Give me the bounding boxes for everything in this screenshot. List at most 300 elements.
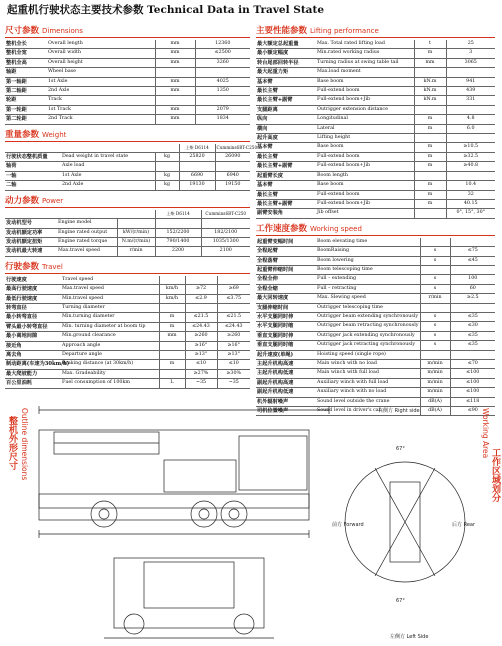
lifting-value: 40.15 — [446, 199, 495, 208]
working-unit: m/min — [420, 360, 450, 369]
working-param-en: Boom telescoping time — [316, 265, 420, 274]
travel-unit: m — [159, 313, 185, 322]
drawings-area — [0, 398, 500, 646]
weight-param-cn: 行驶状态整机质量 — [5, 153, 61, 162]
working-param-cn: 全程起臂 — [256, 247, 316, 256]
lifting-value: ≥32.5 — [446, 152, 495, 161]
lifting-row — [256, 124, 495, 133]
lifting-param-en: Full-extend boom — [316, 152, 414, 161]
working-param-cn: 机外辐射噪声 — [256, 397, 316, 406]
lifting-value: 439 — [446, 87, 495, 96]
lifting-row — [256, 171, 495, 180]
page-title: 起重机行驶状态主要技术参数 Technical Data in Travel State — [7, 4, 325, 16]
lifting-row — [256, 181, 495, 190]
working-row — [256, 360, 495, 369]
weight-param-cn: 二轴 — [5, 181, 61, 190]
power-engine-header-row — [5, 210, 250, 219]
travel-row — [5, 350, 250, 359]
travel-value-a — [185, 276, 217, 285]
working-param-en: Boom lowering — [316, 256, 420, 265]
power-engine-b-header: Cummins6BT-C250 — [201, 210, 250, 219]
lifting-param-cn: 基本臂 — [256, 143, 316, 152]
lifting-unit: mm — [414, 58, 446, 67]
lifting-param-en: Full-extend boom+Jib — [316, 199, 414, 208]
working-unit: s — [420, 275, 450, 284]
travel-unit — [159, 303, 185, 312]
travel-param-cn: 臂头最小转弯直径 — [5, 322, 61, 331]
travel-row — [5, 313, 250, 322]
working-value: ≤90 — [450, 407, 495, 416]
forward-label: 前方 Forward — [332, 522, 364, 528]
dimensions-row — [5, 49, 250, 58]
travel-unit — [159, 276, 185, 285]
travel-value-b: ≥13° — [217, 350, 250, 359]
lifting-title-en: Lifting performance — [309, 27, 379, 35]
crane-front-view — [114, 558, 264, 628]
travel-value-a: ≥27% — [185, 369, 217, 378]
dimensions-param-cn: 轴距 — [5, 68, 47, 77]
power-value-b — [201, 219, 250, 228]
travel-param-en: Min.travel speed — [61, 294, 159, 303]
travel-title-en: Travel — [41, 262, 63, 271]
lifting-param-cn: 纵向 — [256, 115, 316, 124]
lifting-param-en: Lifting height — [316, 134, 414, 143]
working-param-cn: 起重臂变幅时间 — [256, 238, 316, 247]
power-unit — [117, 219, 155, 228]
travel-value-a: ≥16° — [185, 341, 217, 350]
working-unit: s — [420, 341, 450, 350]
lifting-row — [256, 87, 495, 96]
working-param-cn: 司机位置噪声 — [256, 407, 316, 416]
travel-param-cn: 转弯直径 — [5, 303, 61, 312]
outline-label-en: Outline dimensions — [20, 408, 29, 481]
dimensions-param-cn: 整机全宽 — [5, 49, 47, 58]
lifting-value — [446, 134, 495, 143]
power-section-header — [5, 196, 250, 208]
lifting-row — [256, 152, 495, 161]
working-param-en: Outrigger beam extending synchronously — [316, 312, 420, 321]
lifting-param-cn: 横向 — [256, 124, 316, 133]
travel-row — [5, 332, 250, 341]
weight-title-cn: 重量参数 — [5, 129, 40, 140]
travel-param-cn: 最大爬坡能力 — [5, 369, 61, 378]
weight-row — [5, 181, 250, 190]
lifting-param-en: Max. Total rated lifting load — [316, 40, 414, 49]
working-param-cn: 水平支腿同时缩 — [256, 322, 316, 331]
weight-value-a: 25820 — [179, 153, 215, 162]
left-side-label: 左侧方 Left Side — [390, 634, 429, 640]
working-row — [256, 378, 495, 387]
dimensions-value: 1350 — [195, 87, 250, 96]
lifting-row — [256, 68, 495, 77]
power-value-b: 2100 — [201, 247, 250, 256]
working-param-en: Auxiliary winch with no load — [316, 388, 420, 397]
lifting-unit: m — [414, 181, 446, 190]
weight-param-cn: 轴荷 — [5, 162, 61, 171]
lifting-unit — [414, 68, 446, 77]
travel-unit: m — [159, 322, 185, 331]
dimensions-row — [5, 105, 250, 114]
working-row — [256, 341, 495, 350]
dimensions-title-en: Dimensions — [41, 27, 83, 35]
working-param-en: Outrigger telescoping time — [316, 303, 420, 312]
dimensions-param-en: Overall height — [47, 58, 155, 67]
dimensions-row — [5, 87, 250, 96]
power-param-en: Max.travel speed — [57, 247, 117, 256]
working-param-cn: 全程落臂 — [256, 256, 316, 265]
travel-value-a: ~35 — [185, 379, 217, 388]
dimensions-param-en: Overall length — [47, 40, 155, 49]
travel-unit: km/h — [159, 285, 185, 294]
left-column — [5, 26, 258, 389]
lifting-unit: m — [414, 162, 446, 171]
lifting-param-cn: 支腿距离 — [256, 105, 316, 114]
lifting-param-cn: 最长主臂+副臂 — [256, 199, 316, 208]
dimensions-param-en: 1st Axle — [47, 77, 155, 86]
travel-param-cn: 最小离地间隙 — [5, 332, 61, 341]
weight-param-en: 2nd Axle — [61, 181, 155, 190]
lifting-param-cn: 基本臂 — [256, 181, 316, 190]
working-param-cn: 副起升机构低速 — [256, 388, 316, 397]
power-title-en: Power — [41, 196, 64, 205]
weight-value-a: 6690 — [179, 171, 215, 180]
lifting-param-en: Longitudinal — [316, 115, 414, 124]
travel-unit: km/h — [159, 294, 185, 303]
power-table — [5, 210, 250, 257]
travel-value-b — [217, 276, 250, 285]
weight-engine-a-header: 上柴 D6114 — [179, 144, 215, 153]
lifting-value: 4.8 — [446, 115, 495, 124]
dimensions-value: 4025 — [195, 77, 250, 86]
lifting-row — [256, 49, 495, 58]
travel-row — [5, 322, 250, 331]
crane-side-outline — [39, 430, 309, 520]
travel-param-en: Fuel consumption of 100km — [61, 379, 159, 388]
travel-row — [5, 360, 250, 369]
travel-row — [5, 285, 250, 294]
lifting-param-cn: 最长主臂+副臂 — [256, 162, 316, 171]
dimensions-param-cn: 第一轴距 — [5, 77, 47, 86]
power-param-en: Engine rated torque — [57, 237, 117, 246]
working-section-header — [256, 224, 495, 236]
dimensions-unit: mm — [155, 49, 195, 58]
lifting-param-en: Base boom — [316, 143, 414, 152]
travel-param-en: Braking distance (at 30km/h) — [61, 360, 159, 369]
lifting-value: ≥40.8 — [446, 162, 495, 171]
lifting-table — [256, 40, 495, 219]
travel-unit: mm — [159, 332, 185, 341]
dimensions-param-cn: 轮距 — [5, 96, 47, 105]
working-unit: dB(A) — [420, 407, 450, 416]
working-unit — [420, 303, 450, 312]
working-area-diagram — [330, 402, 480, 642]
working-param-cn: 垂直支腿同时伸 — [256, 331, 316, 340]
travel-unit — [159, 369, 185, 378]
working-param-en: Hoisting speed (single rope) — [316, 350, 420, 359]
lifting-row — [256, 105, 495, 114]
weight-unit: kg — [155, 181, 179, 190]
lifting-param-cn: 起升高度 — [256, 134, 316, 143]
lifting-unit: m — [414, 190, 446, 199]
working-value: ≤45 — [450, 256, 495, 265]
working-value: ≤100 — [450, 388, 495, 397]
rear-label: 后方 Rear — [452, 522, 476, 528]
lifting-param-cn: 最长主臂 — [256, 87, 316, 96]
working-param-cn: 起重臂伸缩时间 — [256, 265, 316, 274]
working-row — [256, 331, 495, 340]
travel-value-a: ≤2.9 — [185, 294, 217, 303]
lifting-param-cn: 最长主臂+副臂 — [256, 96, 316, 105]
lifting-param-en: Turning radius at swing table tail — [316, 58, 414, 67]
travel-title-cn: 行驶参数 — [5, 261, 40, 272]
dimensions-unit: mm — [155, 58, 195, 67]
working-unit: s — [420, 247, 450, 256]
working-unit — [420, 238, 450, 247]
travel-value-a: ≥13° — [185, 350, 217, 359]
working-value: ≤100 — [450, 378, 495, 387]
travel-value-b: ≤21.5 — [217, 313, 250, 322]
lifting-param-cn: 副臂安装角 — [256, 209, 316, 218]
working-value — [450, 350, 495, 359]
weight-param-cn: 一轴 — [5, 171, 61, 180]
travel-unit: L — [159, 379, 185, 388]
dimensions-unit — [155, 96, 195, 105]
lifting-row — [256, 134, 495, 143]
dimensions-param-en: 2nd Track — [47, 115, 155, 124]
working-param-cn: 最大回转速度 — [256, 294, 316, 303]
working-title-en: Working speed — [309, 224, 362, 233]
lifting-param-cn: 基本臂 — [256, 77, 316, 86]
travel-param-en: Min. turning diameter at boom tip — [61, 322, 159, 331]
working-param-en: Boom elevating time — [316, 238, 420, 247]
angle-bottom: 67° — [396, 598, 405, 604]
dimensions-row — [5, 58, 250, 67]
travel-param-en: Min.ground clearance — [61, 332, 159, 341]
travel-value-a: ≥72 — [185, 285, 217, 294]
lifting-title-cn: 主要性能参数 — [256, 26, 308, 36]
travel-value-b: ≥69 — [217, 285, 250, 294]
lifting-unit — [414, 105, 446, 114]
travel-value-a: ≥260 — [185, 332, 217, 341]
working-unit: m/min — [420, 378, 450, 387]
travel-value-b: ≥30% — [217, 369, 250, 378]
dimensions-unit — [155, 68, 195, 77]
power-title-cn: 动力参数 — [5, 195, 40, 206]
working-param-en: Max. Slewing speed — [316, 294, 420, 303]
dimensions-value: 2079 — [195, 105, 250, 114]
working-row — [256, 303, 495, 312]
travel-unit — [159, 350, 185, 359]
lifting-unit: m — [414, 124, 446, 133]
lifting-row — [256, 190, 495, 199]
working-row — [256, 247, 495, 256]
power-unit: r/min — [117, 247, 155, 256]
weight-table — [5, 144, 258, 191]
travel-param-en: Approach angle — [61, 341, 159, 350]
working-table — [256, 238, 495, 417]
dimensions-value: 1834 — [195, 115, 250, 124]
working-param-en: Sound level outside the crane — [316, 397, 420, 406]
weight-param-en: 1st Axle — [61, 171, 155, 180]
lifting-value: 3 — [446, 49, 495, 58]
lifting-param-cn: 起重臂长度 — [256, 171, 316, 180]
lifting-param-en: Boom length — [316, 171, 414, 180]
working-unit: m/min — [420, 369, 450, 378]
travel-unit: m — [159, 360, 185, 369]
lifting-unit: m — [414, 152, 446, 161]
lifting-value: 0°, 15°, 30° — [446, 209, 495, 218]
dimensions-param-en: 1st Track — [47, 105, 155, 114]
lifting-param-cn: 最长主臂 — [256, 152, 316, 161]
dimensions-param-cn: 整机全高 — [5, 58, 47, 67]
working-area-label-en: Working Area — [481, 408, 490, 459]
travel-value-b: ≥260 — [217, 332, 250, 341]
travel-value-b: ~35 — [217, 379, 250, 388]
lifting-row — [256, 96, 495, 105]
working-param-en: Full – retracting — [316, 284, 420, 293]
travel-value-a — [185, 303, 217, 312]
power-unit: N.m/(r/min) — [117, 237, 155, 246]
working-param-en: BoomRaising — [316, 247, 420, 256]
working-unit: s — [420, 322, 450, 331]
working-param-cn: 垂直支腿同时缩 — [256, 341, 316, 350]
power-value-b: 1035/1300 — [201, 237, 250, 246]
weight-value-a: 19130 — [179, 181, 215, 190]
lifting-unit — [414, 171, 446, 180]
travel-param-cn: 制动距离(车速为30km/h) — [6, 361, 70, 368]
working-param-cn: 全程全缩 — [256, 284, 316, 293]
wheel-mid — [191, 501, 217, 527]
weight-unit: kg — [155, 171, 179, 180]
wheel-rear — [221, 501, 247, 527]
dimensions-table — [5, 40, 250, 125]
travel-param-cn: 百公里油耗 — [5, 379, 61, 388]
dimensions-param-cn: 第二轮距 — [5, 115, 47, 124]
travel-row — [5, 303, 250, 312]
dimensions-row — [5, 40, 250, 49]
power-unit: kW/(r/min) — [117, 228, 155, 237]
travel-row — [5, 369, 250, 378]
lifting-param-en: Full-extend boom — [316, 190, 414, 199]
lifting-unit: kN.m — [414, 87, 446, 96]
lifting-value: 32 — [446, 190, 495, 199]
working-param-cn: 起升速度(单绳) — [256, 350, 316, 359]
travel-param-en: Max.travel speed — [61, 285, 159, 294]
lifting-param-cn: 转台尾部回转半径 — [256, 58, 316, 67]
working-row — [256, 350, 495, 359]
lifting-unit: t — [414, 40, 446, 49]
lifting-value: 6.0 — [446, 124, 495, 133]
lifting-value: 3065 — [446, 58, 495, 67]
power-row — [5, 219, 250, 228]
weight-row — [5, 153, 250, 162]
dimensions-unit: mm — [155, 77, 195, 86]
dimensions-param-en: Wheel base — [47, 68, 155, 77]
dimensions-unit: mm — [155, 40, 195, 49]
working-row — [256, 238, 495, 247]
travel-param-en: Departure angle — [61, 350, 159, 359]
travel-value-b: ≤3.75 — [217, 294, 250, 303]
weight-unit: kg — [155, 153, 179, 162]
lifting-unit: m — [414, 199, 446, 208]
lifting-param-en: Outrigger extension distance — [316, 105, 414, 114]
lifting-value — [446, 171, 495, 180]
working-row — [256, 322, 495, 331]
dimensions-param-cn: 整机全长 — [5, 40, 47, 49]
working-unit — [420, 265, 450, 274]
dimensions-value: 12360 — [195, 40, 250, 49]
weight-title-en: Weight — [41, 130, 67, 139]
lifting-param-en: Full-extend boom+Jib — [316, 96, 414, 105]
dimensions-row — [5, 115, 250, 124]
working-row — [256, 312, 495, 321]
lifting-row — [256, 40, 495, 49]
working-param-cn: 全程全伸 — [256, 275, 316, 284]
travel-value-a: ≤10 — [185, 360, 217, 369]
travel-value-b: ≤10 — [217, 360, 250, 369]
working-param-en: Sound level in driver's cab — [316, 407, 420, 416]
working-value: ≤118 — [450, 397, 495, 406]
power-param-cn: 发动机型号 — [5, 219, 57, 228]
dimensions-unit: mm — [155, 115, 195, 124]
lifting-row — [256, 209, 495, 218]
working-value: 60 — [450, 284, 495, 293]
working-row — [256, 388, 495, 397]
travel-value-b: ≤24.43 — [217, 322, 250, 331]
lifting-param-cn: 最大起重力矩 — [256, 68, 316, 77]
travel-param-cn: 最高行驶速度 — [5, 285, 61, 294]
lifting-unit: kN.m — [414, 77, 446, 86]
travel-param-en: Turning diameter — [61, 303, 159, 312]
travel-param-cn: 最低行驶速度 — [5, 294, 61, 303]
weight-row — [5, 171, 250, 180]
power-param-cn: 发动机额定功率 — [5, 228, 57, 237]
crane-side-view-drawing — [34, 402, 334, 642]
working-title-cn: 工作速度参数 — [256, 223, 308, 234]
working-param-cn: 副起升机构高速 — [256, 378, 316, 387]
lifting-param-en: Full-extend boom — [316, 87, 414, 96]
working-value: ≤35 — [450, 312, 495, 321]
lifting-param-en: Max.load moment — [316, 68, 414, 77]
working-row — [256, 275, 495, 284]
power-param-en: Engine rated output — [57, 228, 117, 237]
working-row — [256, 284, 495, 293]
weight-value-b: 6940 — [215, 171, 250, 180]
power-engine-a-header: 上柴 D6114 — [155, 210, 201, 219]
working-param-en: Outrigger jack retracting synchronously — [316, 341, 420, 350]
travel-param-cn: 最小转弯直径 — [5, 313, 61, 322]
travel-value-a: ≤21.5 — [185, 313, 217, 322]
lifting-unit — [414, 209, 446, 218]
travel-value-a: ≤24.43 — [185, 322, 217, 331]
travel-row — [5, 276, 250, 285]
lifting-unit: m — [414, 49, 446, 58]
lifting-value: 331 — [446, 96, 495, 105]
angle-top: 67° — [396, 446, 405, 452]
travel-param-cn: 离去角 — [5, 350, 61, 359]
travel-table — [5, 276, 250, 389]
lifting-unit: kN.m — [414, 96, 446, 105]
lifting-param-cn: 最大额定总起重量 — [256, 40, 316, 49]
weight-engine-b-header: Cummins6BT-C250 — [215, 144, 250, 153]
turntable-block — [164, 460, 236, 492]
working-row — [256, 256, 495, 265]
travel-param-cn: 接近角 — [5, 341, 61, 350]
dimensions-row — [5, 77, 250, 86]
travel-value-b: ≥16° — [217, 341, 250, 350]
dimensions-title-cn: 尺寸参数 — [5, 26, 40, 36]
power-param-cn: 发动机额定扭矩 — [5, 237, 57, 246]
